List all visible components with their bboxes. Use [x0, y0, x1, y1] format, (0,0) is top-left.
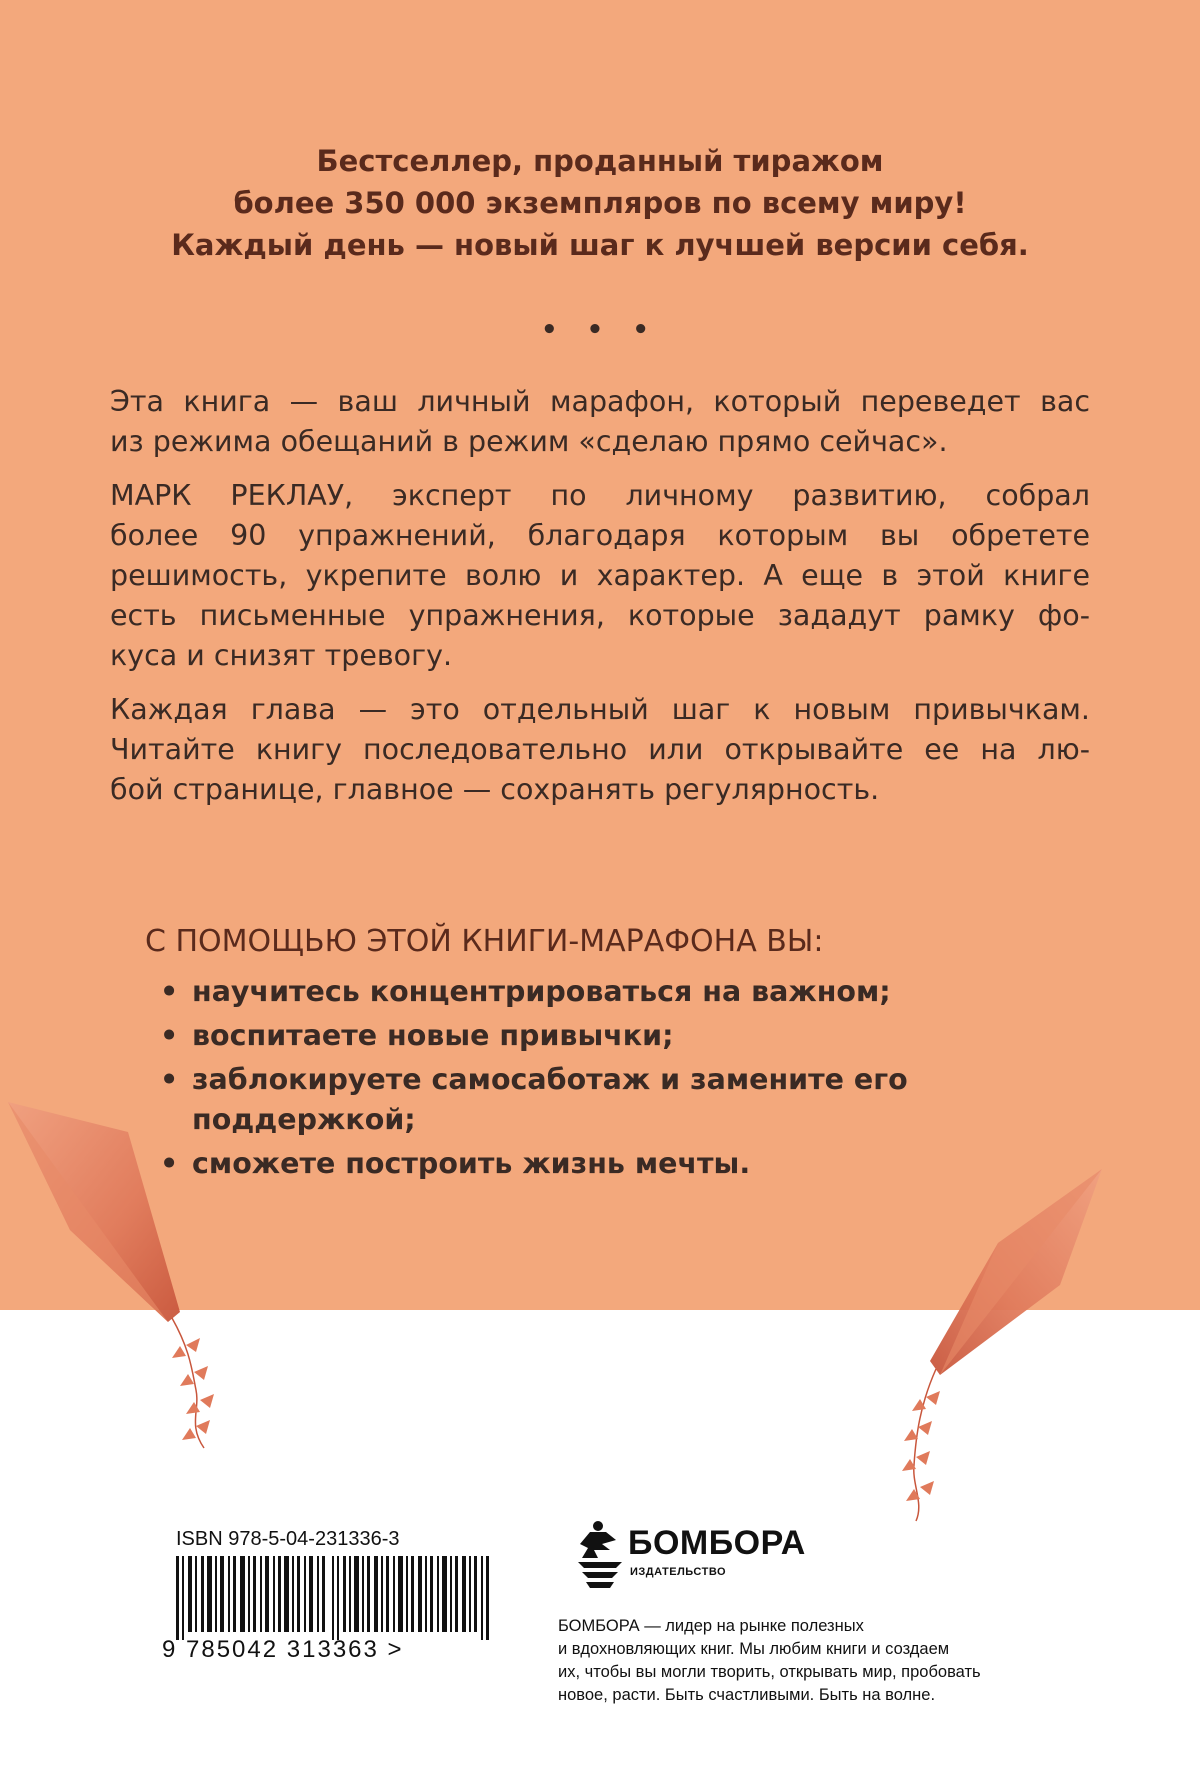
text-line: есть письменные упражнения, которые зададут рамку фо- [110, 599, 1090, 632]
isbn-label: ISBN 978-5-04-231336-3 [176, 1528, 400, 1550]
barcode-icon [176, 1556, 516, 1640]
text-line: и вдохновляющих книг. Мы любим книги и создаем [558, 1640, 950, 1658]
publisher-subtitle: ИЗДАТЕЛЬСТВО [630, 1566, 727, 1578]
text-line: БОМБОРА — лидер на рынке полезных [558, 1617, 864, 1635]
text-line: более 90 упражнений, благодаря которым вы обретете [110, 519, 1090, 552]
text-line: новое, расти. Быть счастливыми. Быть на волне. [558, 1686, 936, 1704]
benefits-list [160, 972, 1060, 1188]
bullet-icon: • [160, 1063, 179, 1096]
text-line: из режима обещаний в режим «сделаю прямо сейчас». [110, 425, 948, 458]
text-line: Эта книга — ваш личный марафон, который переведет вас [110, 385, 1090, 418]
headline-line-1: Бестселлер, проданный тиражом [316, 144, 884, 178]
text-line: их, чтобы вы могли творить, открывать мир, пробовать [558, 1663, 981, 1681]
separator-dots: • • • [541, 315, 659, 345]
paragraph-3 [110, 690, 1090, 810]
barcode-digits: 9 785042 313363 > [162, 1636, 404, 1663]
text-line: куса и снизят тревогу. [110, 639, 452, 672]
text-line: Читайте книгу последовательно или открывайте ее на лю- [110, 733, 1090, 766]
right-kite-icon [880, 1165, 1120, 1525]
text-line: решимость, укрепите волю и характер. А еще в этой книге [110, 559, 1090, 592]
headline [0, 140, 1200, 266]
publisher-name: БОМБОРА [628, 1524, 806, 1562]
paragraph-2 [110, 476, 1090, 676]
bullet-icon: • [160, 1147, 179, 1180]
paragraph-1 [110, 382, 1090, 462]
publisher-description [558, 1615, 1118, 1707]
text-line: Каждая глава — это отдельный шаг к новым привычкам. [110, 693, 1090, 726]
description-body [110, 382, 1090, 824]
text-line: МАРК РЕКЛАУ, эксперт по личному развитию, собрал [110, 479, 1090, 512]
benefit-item [160, 1016, 1060, 1056]
benefit-text: сможете построить жизнь мечты. [192, 1147, 751, 1180]
headline-line-3: Каждый день — новый шаг к лучшей версии себя. [171, 228, 1029, 262]
benefit-item [160, 972, 1060, 1012]
benefit-text: научитесь концентрироваться на важном; [192, 975, 891, 1008]
left-kite-icon [0, 1090, 240, 1450]
bullet-icon: • [160, 975, 179, 1008]
benefit-text: заблокируете самосаботаж и замените его [192, 1063, 908, 1096]
bullet-icon: • [160, 1019, 179, 1052]
benefit-item [160, 1060, 1060, 1140]
text-line: бой странице, главное — сохранять регулярность. [110, 773, 880, 806]
headline-line-2: более 350 000 экземпляров по всему миру! [233, 186, 967, 220]
benefits-title: С ПОМОЩЬЮ ЭТОЙ КНИГИ-МАРАФОНА ВЫ: [145, 924, 824, 959]
benefit-text: поддержкой; [192, 1103, 416, 1136]
benefit-text: воспитаете новые привычки; [192, 1019, 674, 1052]
